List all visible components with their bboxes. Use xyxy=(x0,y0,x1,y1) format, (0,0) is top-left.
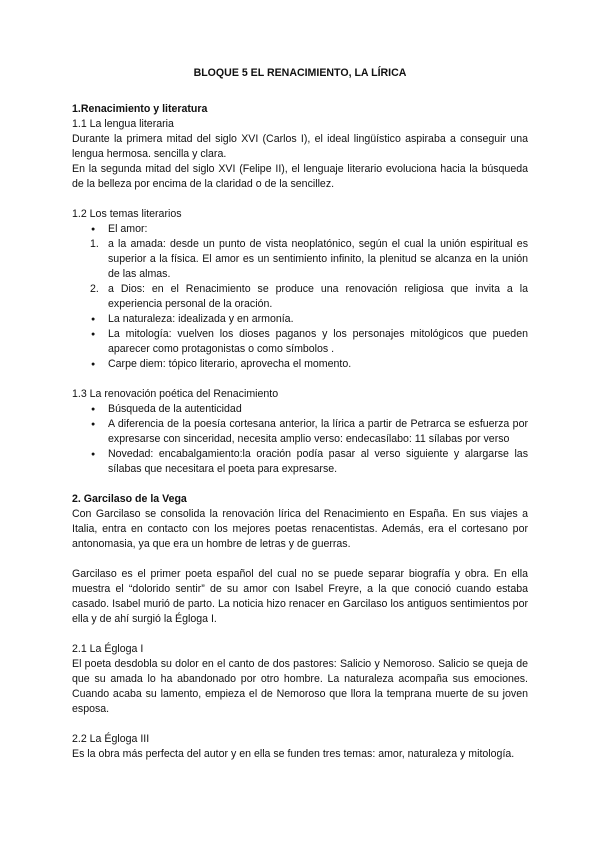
subsection-1-1-heading: 1.1 La lengua literaria xyxy=(72,118,174,130)
list-number: 1. xyxy=(90,238,99,250)
bullet-icon: ● xyxy=(91,451,96,458)
list-item xyxy=(72,327,528,357)
bullet-icon: ● xyxy=(91,226,96,233)
list-item-text: a Dios: en el Renacimiento se produce una renovación religiosa que invita a la experiencia personal de la oración. xyxy=(108,283,528,310)
bullet-icon: ● xyxy=(91,406,96,413)
list-item xyxy=(72,222,528,237)
renovacion-list xyxy=(72,402,528,477)
subsection-2-1-heading: 2.1 La Égloga I xyxy=(72,643,144,655)
list-item xyxy=(72,237,528,282)
list-item xyxy=(72,357,528,372)
list-item-text: Búsqueda de la autenticidad xyxy=(108,403,242,415)
list-item xyxy=(72,402,528,417)
bullet-icon: ● xyxy=(91,361,96,368)
section-1-heading: 1.Renacimiento y literatura xyxy=(72,103,208,115)
list-item-text: a la amada: desde un punto de vista neoplatónico, según el cual la unión espiritual es superior a la física. El amor es un sentimiento infinito, la plenitud se alcanza en la unión de las almas. xyxy=(108,238,528,280)
paragraph: El poeta desdobla su dolor en el canto de dos pastores: Salicio y Nemoroso. Salicio se queja de que su amada lo ha abandonado por otro hombre. La naturaleza acompaña sus emociones. Cuando acaba su lamento, empieza el de Nemoroso que llora la temprana muerte de su joven esposa. xyxy=(72,658,528,715)
paragraph: Es la obra más perfecta del autor y en ella se funden tres temas: amor, naturaleza y mitología. xyxy=(72,748,515,760)
subsection-1-3-heading: 1.3 La renovación poética del Renacimiento xyxy=(72,388,279,400)
list-item xyxy=(72,282,528,312)
bullet-icon: ● xyxy=(91,316,96,323)
list-item xyxy=(72,417,528,447)
list-item-text: Novedad: encabalgamiento:la oración podía pasar al verso siguiente y alargarse las sílabas que necesitara el poeta para expresarse. xyxy=(108,448,528,475)
document-title: BLOQUE 5 EL RENACIMIENTO, LA LÍRICA xyxy=(193,67,407,79)
list-item xyxy=(72,447,528,477)
subsection-1-2-heading: 1.2 Los temas literarios xyxy=(72,208,182,220)
list-item-text: Carpe diem: tópico literario, aprovecha el momento. xyxy=(108,358,352,370)
list-item xyxy=(72,312,528,327)
list-item-text: La mitología: vuelven los dioses paganos y los personajes mitológicos que pueden aparecer como protagonistas o como símbolos . xyxy=(108,328,528,355)
paragraph: Con Garcilaso se consolida la renovación lírica del Renacimiento en España. En sus viajes a Italia, entra en contacto con los mejores poetas renacentistas. Además, era el cortesano por antonomasia, ya que era un hombre de letras y de guerras. xyxy=(72,508,528,550)
bullet-icon: ● xyxy=(91,331,96,338)
list-number: 2. xyxy=(90,283,99,295)
list-item-text: La naturaleza: idealizada y en armonía. xyxy=(108,313,294,325)
paragraph: Durante la primera mitad del siglo XVI (Carlos I), el ideal lingüístico aspiraba a conseguir una lengua hermosa. sencilla y clara. xyxy=(72,133,528,160)
paragraph: En la segunda mitad del siglo XVI (Felipe II), el lenguaje literario evoluciona hacia la búsqueda de la belleza por encima de la claridad o de la sencillez. xyxy=(72,163,528,190)
paragraph: Garcilaso es el primer poeta español del cual no se puede separar biografía y obra. En ella muestra el “dolorido sentir” de su amor con Isabel Freyre, a la que conoció cuando estaba casado. Isabel murió de parto. La noticia hizo renacer en Garcilaso los antiguos sentimientos por ella y de ahí surgió la Égloga I. xyxy=(72,568,528,625)
section-2-heading: 2. Garcilaso de la Vega xyxy=(72,493,187,505)
list-item-text: El amor: xyxy=(108,223,148,235)
subsection-2-2-heading: 2.2 La Égloga III xyxy=(72,733,150,745)
bullet-icon: ● xyxy=(91,421,96,428)
list-item-text: A diferencia de la poesía cortesana anterior, la lírica a partir de Petrarca se esfuerza por expresarse con sinceridad, necesita amplio verso: endecasílabo: 11 sílabas por verso xyxy=(108,418,528,445)
document-page xyxy=(72,66,528,762)
temas-list xyxy=(72,222,528,372)
